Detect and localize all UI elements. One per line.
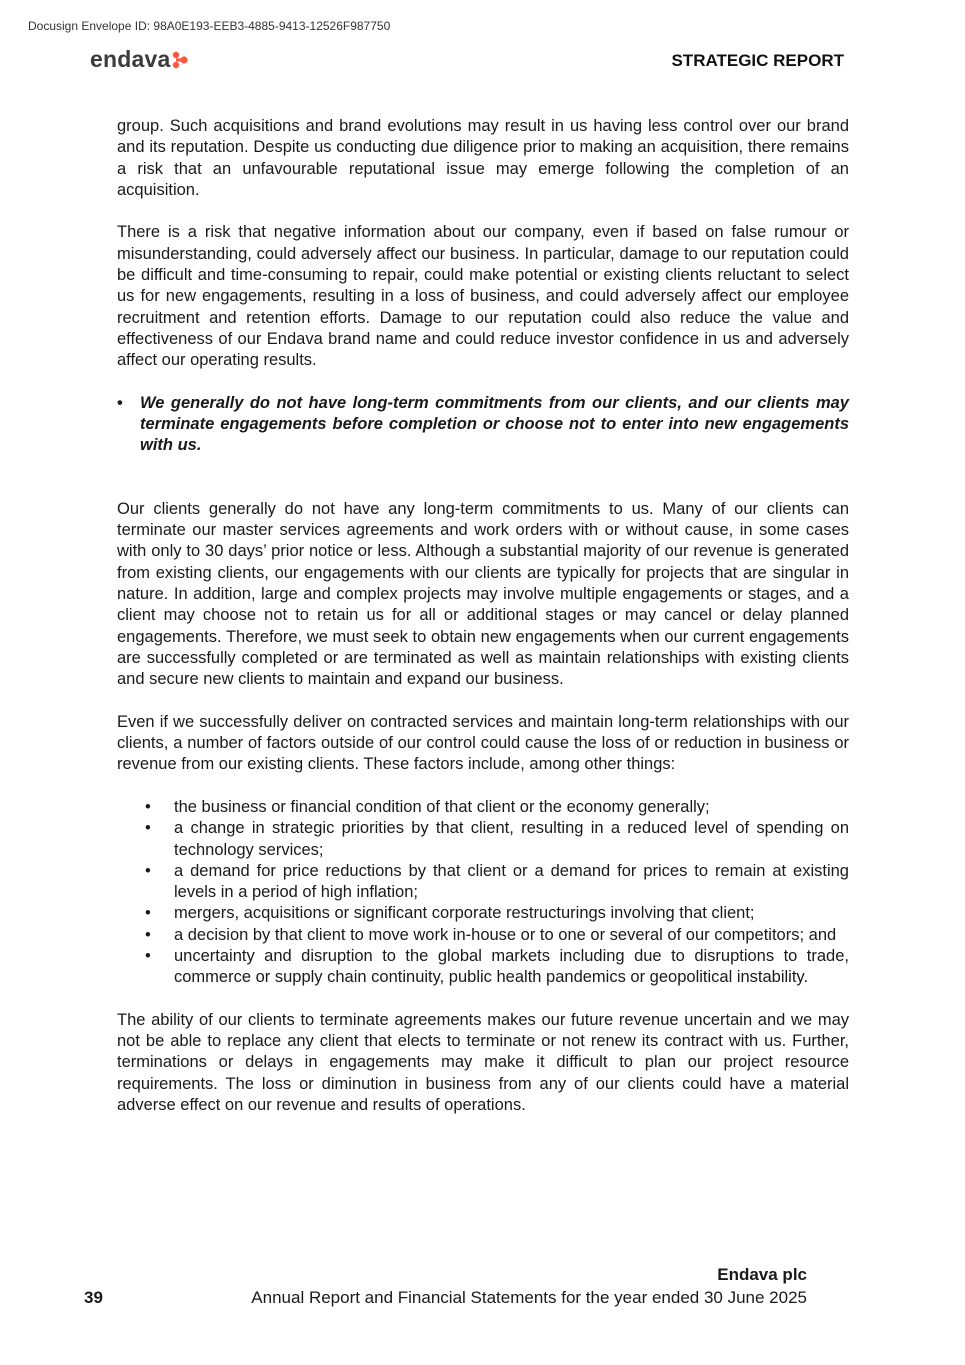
logo-wordmark: endava: [90, 46, 171, 72]
paragraph: Even if we successfully deliver on contracted services and maintain long-term relationships with our clients, a number of factors outside of our control could cause the loss of or reduction in business or revenue from our existing clients. These factors include, among other things:: [117, 712, 849, 774]
risk-heading: [117, 393, 849, 457]
paragraph: There is a risk that negative information about our company, even if based on false rumour or misunderstanding, could adversely affect our business. In particular, damage to our reputation could be difficult and time-consuming to repair, could make potential or existing clients reluctant to select us for new engagements, resulting in a loss of business, and could adversely affect our employee recruitment and retention efforts. Damage to our reputation could also reduce the value and effectiveness of our Endava brand name and could reduce investor confidence in us and adversely affect our operating results.: [117, 223, 849, 370]
list-item: • a decision by that client to move work in-house or to one or several of our competitors; and: [145, 925, 837, 944]
section-title: STRATEGIC REPORT: [671, 51, 844, 70]
paragraph: Our clients generally do not have any long-term commitments to us. Many of our clients can terminate our master services agreements and work orders with or without cause, in some cases with only to 30 days’ prior notice or less. Although a substantial majority of our revenue is generated from existing clients, our engagements with our clients are typically for projects that are singular in nature. In addition, large and complex projects may involve multiple engagements or stages, and a client may choose not to retain us for all or additional stages or may cancel or delay planned engagements. Therefore, we must seek to obtain new engagements when our current engagements are successfully completed or are terminated as well as maintain relationships with existing clients and secure new clients to maintain and expand our business.: [117, 499, 849, 689]
bullet-marker: •: [117, 393, 123, 412]
paragraph: The ability of our clients to terminate agreements makes our future revenue uncertain and we may not be able to replace any client that elects to terminate or not renew its contract with us. Further, terminations or delays in engagements may make it difficult to plan our project resource requirements. The loss or diminution in business from any of our clients could have a material adverse effect on our revenue and results of operations.: [117, 1010, 849, 1115]
footer-company: Endava plc: [717, 1265, 807, 1284]
list-item: • the business or financial condition of that client or the economy generally;: [145, 797, 710, 816]
endava-logo: [90, 46, 190, 73]
factors-list: [117, 797, 849, 989]
risk-heading-text: We generally do not have long-term commitments from our clients, and our clients may terminate engagements before completion or choose not to enter into new engagements with us.: [140, 393, 849, 455]
footer-report-title: Annual Report and Financial Statements for the year ended 30 June 2025: [251, 1288, 807, 1307]
main-content: [117, 116, 849, 1138]
page-number: 39: [84, 1288, 103, 1307]
list-item: • a change in strategic priorities by that client, resulting in a reduced level of spending on technology services;: [145, 819, 849, 859]
list-item: • mergers, acquisitions or significant corporate restructurings involving that client;: [145, 904, 755, 923]
paragraph: group. Such acquisitions and brand evolutions may result in us having less control over our brand and its reputation. Despite us conducting due diligence prior to making an acquisition, there remains a risk that an unfavourable reputational issue may emerge following the completion of an acquisition.: [117, 117, 849, 199]
list-item: • a demand for price reductions by that client or a demand for prices to remain at existing levels in a period of high inflation;: [145, 861, 849, 902]
list-item: • uncertainty and disruption to the global markets including due to disruptions to trade, commerce or supply chain continuity, public health pandemics or geopolitical instability.: [145, 946, 849, 987]
endava-mark-icon: [172, 51, 190, 69]
docusign-envelope-id: Docusign Envelope ID: 98A0E193-EEB3-4885-9413-12526F987750: [28, 19, 391, 33]
